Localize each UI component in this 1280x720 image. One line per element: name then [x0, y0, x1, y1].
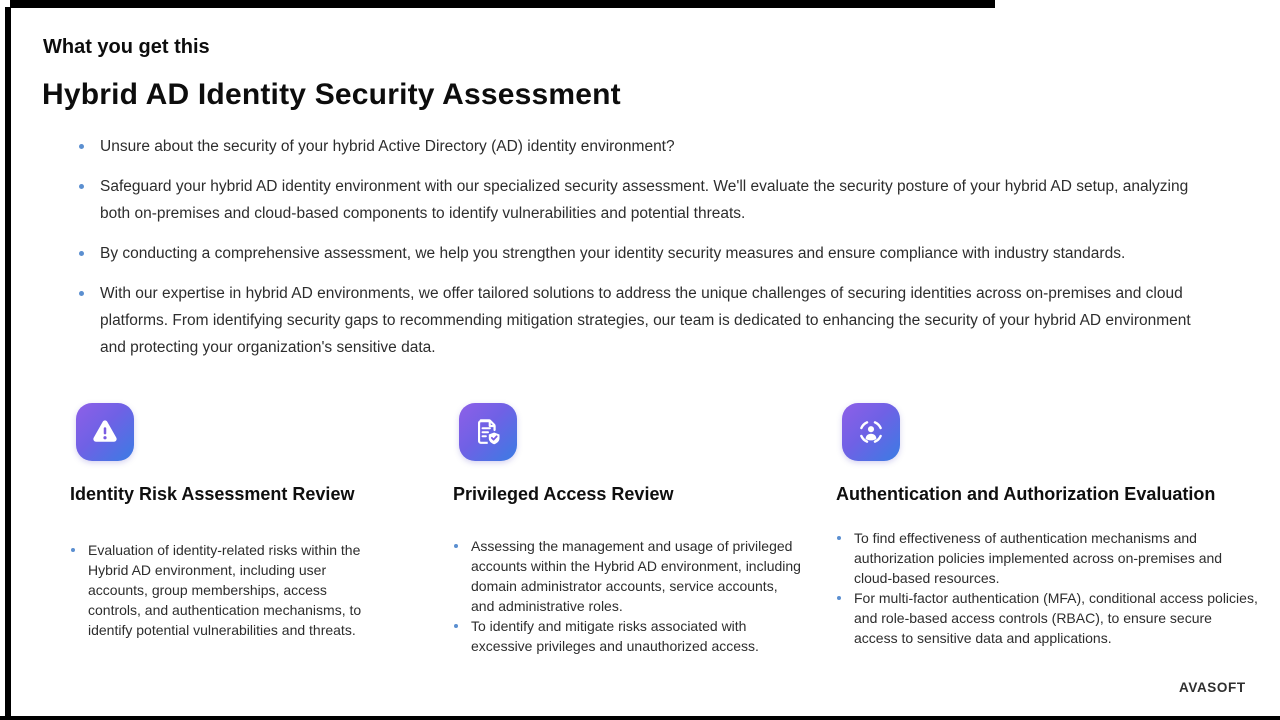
warning-triangle-icon	[76, 403, 134, 461]
feature-bullet	[453, 536, 801, 616]
feature-bullet	[836, 588, 1258, 648]
feature-bullet-list	[453, 536, 801, 656]
eyebrow-heading: What you get this	[43, 36, 210, 58]
bullet-dot-icon	[837, 596, 841, 600]
bullet-dot-icon	[454, 624, 458, 628]
feature-title: Privileged Access Review	[453, 484, 674, 504]
intro-bullet-text: Safeguard your hybrid AD identity environment with our specialized security assessment. We'll evaluate the security posture of your hybrid AD setup, analyzing both on-premises and cloud-based components to identify vulnerabilities and potential threats.	[100, 178, 1189, 222]
feature-bullet-list	[70, 540, 382, 640]
document-check-shield-icon	[459, 403, 517, 461]
feature-title: Authentication and Authorization Evaluation	[836, 484, 1216, 504]
feature-bullet-text: Assessing the management and usage of privileged accounts within the Hybrid AD environment, including domain administrator accounts, service accounts, and administrative roles.	[471, 538, 801, 614]
bullet-dot-icon	[454, 544, 458, 548]
intro-bullet-text: Unsure about the security of your hybrid Active Directory (AD) identity environment?	[100, 138, 675, 155]
bullet-dot-icon	[79, 184, 84, 189]
intro-bullet-text: By conducting a comprehensive assessment, we help you strengthen your identity security measures and ensure compliance with industry standards.	[100, 245, 1126, 262]
feature-privileged-access	[453, 403, 801, 656]
user-scan-icon	[842, 403, 900, 461]
feature-bullet	[453, 616, 801, 656]
feature-bullet-text: To identify and mitigate risks associated with excessive privileges and unauthorized access.	[471, 618, 759, 654]
bullet-dot-icon	[79, 251, 84, 256]
slide-border-left	[5, 7, 11, 716]
feature-authentication-authorization	[836, 403, 1258, 648]
bullet-dot-icon	[79, 144, 84, 149]
bullet-dot-icon	[71, 548, 75, 552]
intro-bullet	[77, 280, 1192, 361]
feature-bullet	[70, 540, 382, 640]
slide-border-top	[10, 0, 995, 8]
page-title: Hybrid AD Identity Security Assessment	[42, 78, 621, 111]
slide-border-bottom	[0, 716, 1280, 720]
feature-bullet-list	[836, 528, 1258, 648]
intro-bullet	[77, 240, 1192, 267]
bullet-dot-icon	[837, 536, 841, 540]
brand-logo: AVASOFT	[1179, 680, 1246, 695]
intro-bullet	[77, 133, 1192, 160]
bullet-dot-icon	[79, 291, 84, 296]
intro-bullet-text: With our expertise in hybrid AD environments, we offer tailored solutions to address the unique challenges of securing identities across on-premises and cloud platforms. From identifying security gaps to recommending mitigation strategies, our team is dedicated to enhancing the security of your hybrid AD environment and protecting your organization's sensitive data.	[100, 285, 1191, 356]
feature-title: Identity Risk Assessment Review	[70, 484, 355, 504]
intro-bullet-list	[77, 133, 1192, 374]
intro-bullet	[77, 173, 1192, 227]
feature-bullet-text: For multi-factor authentication (MFA), conditional access policies, and role-based access controls (RBAC), to ensure secure access to sensitive data and applications.	[854, 590, 1258, 646]
feature-bullet-text: Evaluation of identity-related risks within the Hybrid AD environment, including user accounts, group memberships, access controls, and authentication mechanisms, to identify potential vulnerabilities and threats.	[88, 542, 362, 638]
feature-identity-risk-assessment	[70, 403, 382, 640]
feature-bullet-text: To find effectiveness of authentication mechanisms and authorization policies implemented across on-premises and cloud-based resources.	[854, 530, 1223, 586]
feature-bullet	[836, 528, 1258, 588]
